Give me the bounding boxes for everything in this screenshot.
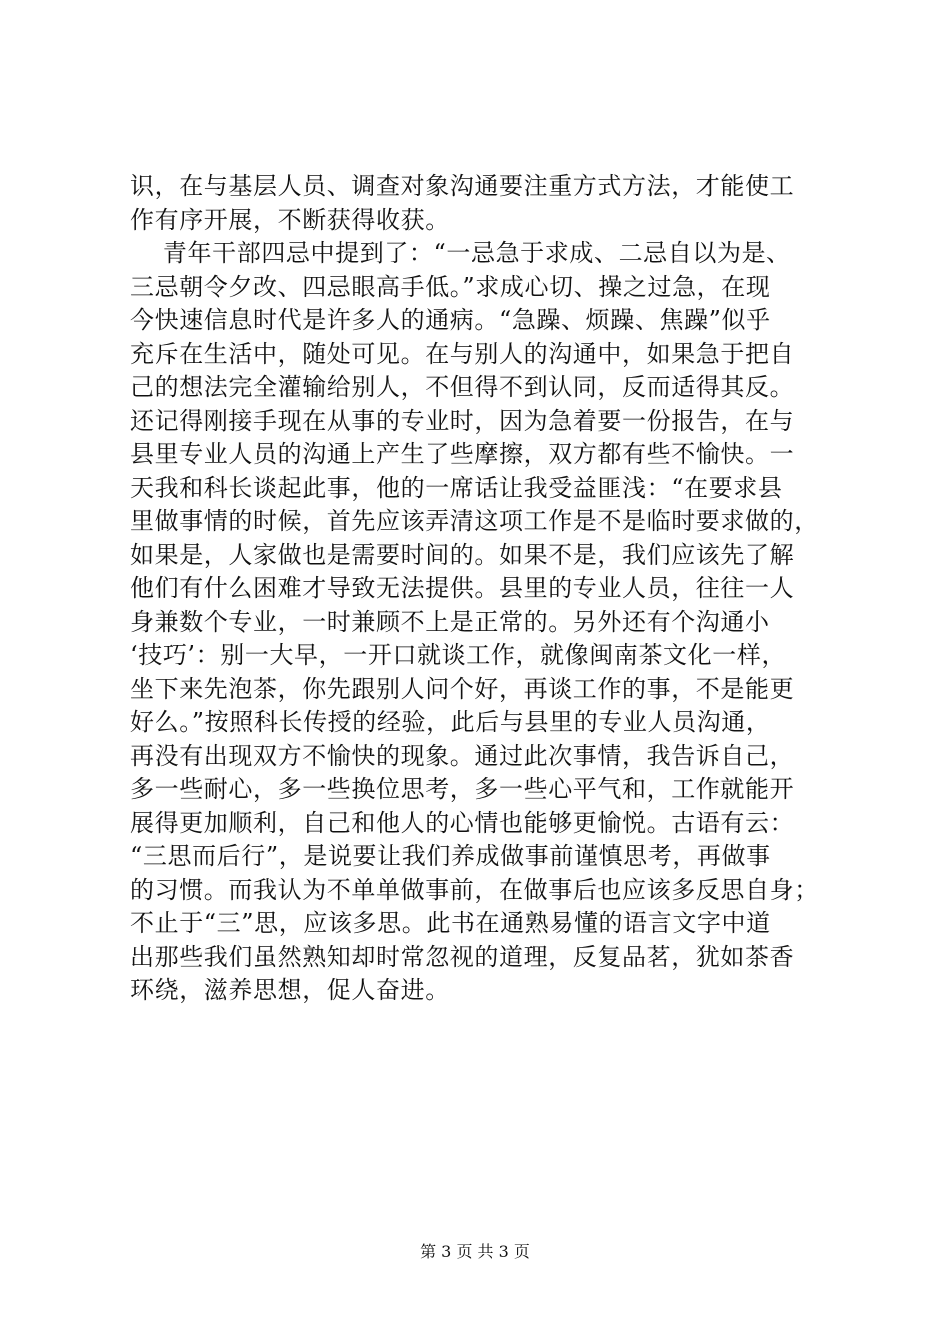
text-line: 出那些我们虽然熟知却时常忽视的道理，反复品茗，犹如茶香 bbox=[130, 942, 795, 971]
text-line: 的习惯。而我认为不单单做事前，在做事后也应该多反思自身； bbox=[130, 875, 819, 904]
text-line: 己的想法完全灌输给别人，不但得不到认同，反而适得其反。 bbox=[130, 373, 795, 401]
text-line: 三忌朝令夕改、四忌眼高手低。”求成心切、操之过急，在现 bbox=[130, 272, 771, 301]
text-line: 里做事情的时候，首先应该弄清这项工作是不是临时要求做的， bbox=[130, 507, 819, 535]
text-line: 县里专业人员的沟通上产生了些摩擦，双方都有些不愉快。一 bbox=[130, 440, 795, 468]
text-line: 作有序开展，不断获得收获。 bbox=[130, 205, 450, 234]
text-line: 多一些耐心，多一些换位思考，多一些心平气和，工作就能开 bbox=[130, 775, 795, 803]
text-line: 青年干部四忌中提到了：“一忌急于求成、二忌自以为是、 bbox=[130, 239, 791, 267]
text-line: 身兼数个专业，一时兼顾不上是正常的。另外还有个沟通小 bbox=[130, 607, 770, 636]
text-line: 如果是，人家做也是需要时间的。如果不是，我们应该先了解 bbox=[130, 540, 795, 569]
text-line: 今快速信息时代是许多人的通病。“急躁、烦躁、焦躁”似乎 bbox=[130, 306, 771, 334]
text-line: 再没有出现双方不愉快的现象。通过此次事情，我告诉自己， bbox=[130, 741, 795, 770]
text-line: 充斥在生活中，随处可见。在与别人的沟通中，如果急于把自 bbox=[130, 339, 795, 368]
page-number-footer: 第 3 页 共 3 页 bbox=[420, 1242, 530, 1261]
text-line: 好么。”按照科长传授的经验，此后与县里的专业人员沟通， bbox=[130, 708, 771, 736]
text-line: 环绕，滋养思想，促人奋进。 bbox=[130, 976, 450, 1004]
text-line: ‘技巧’：别一大早，一开口就谈工作，就像闽南茶文化一样， bbox=[130, 641, 787, 669]
text-line: 识，在与基层人员、调查对象沟通要注重方式方法，才能使工 bbox=[130, 172, 795, 200]
text-line: 展得更加顺利，自己和他人的心情也能够更愉悦。古语有云： bbox=[130, 808, 795, 837]
text-line: 还记得刚接手现在从事的专业时，因为急着要一份报告，在与 bbox=[130, 406, 795, 435]
text-line: 坐下来先泡茶，你先跟别人问个好，再谈工作的事，不是能更 bbox=[130, 674, 795, 703]
text-line: 不止于“三”思，应该多思。此书在通熟易懂的语言文字中道 bbox=[130, 909, 771, 937]
text-line: 他们有什么困难才导致无法提供。县里的专业人员，往往一人 bbox=[130, 574, 795, 602]
text-line: “三思而后行”，是说要让我们养成做事前谨慎思考，再做事 bbox=[130, 842, 771, 870]
text-line: 天我和科长谈起此事，他的一席话让我受益匪浅：“在要求县 bbox=[130, 473, 783, 502]
body-text bbox=[130, 170, 830, 1008]
